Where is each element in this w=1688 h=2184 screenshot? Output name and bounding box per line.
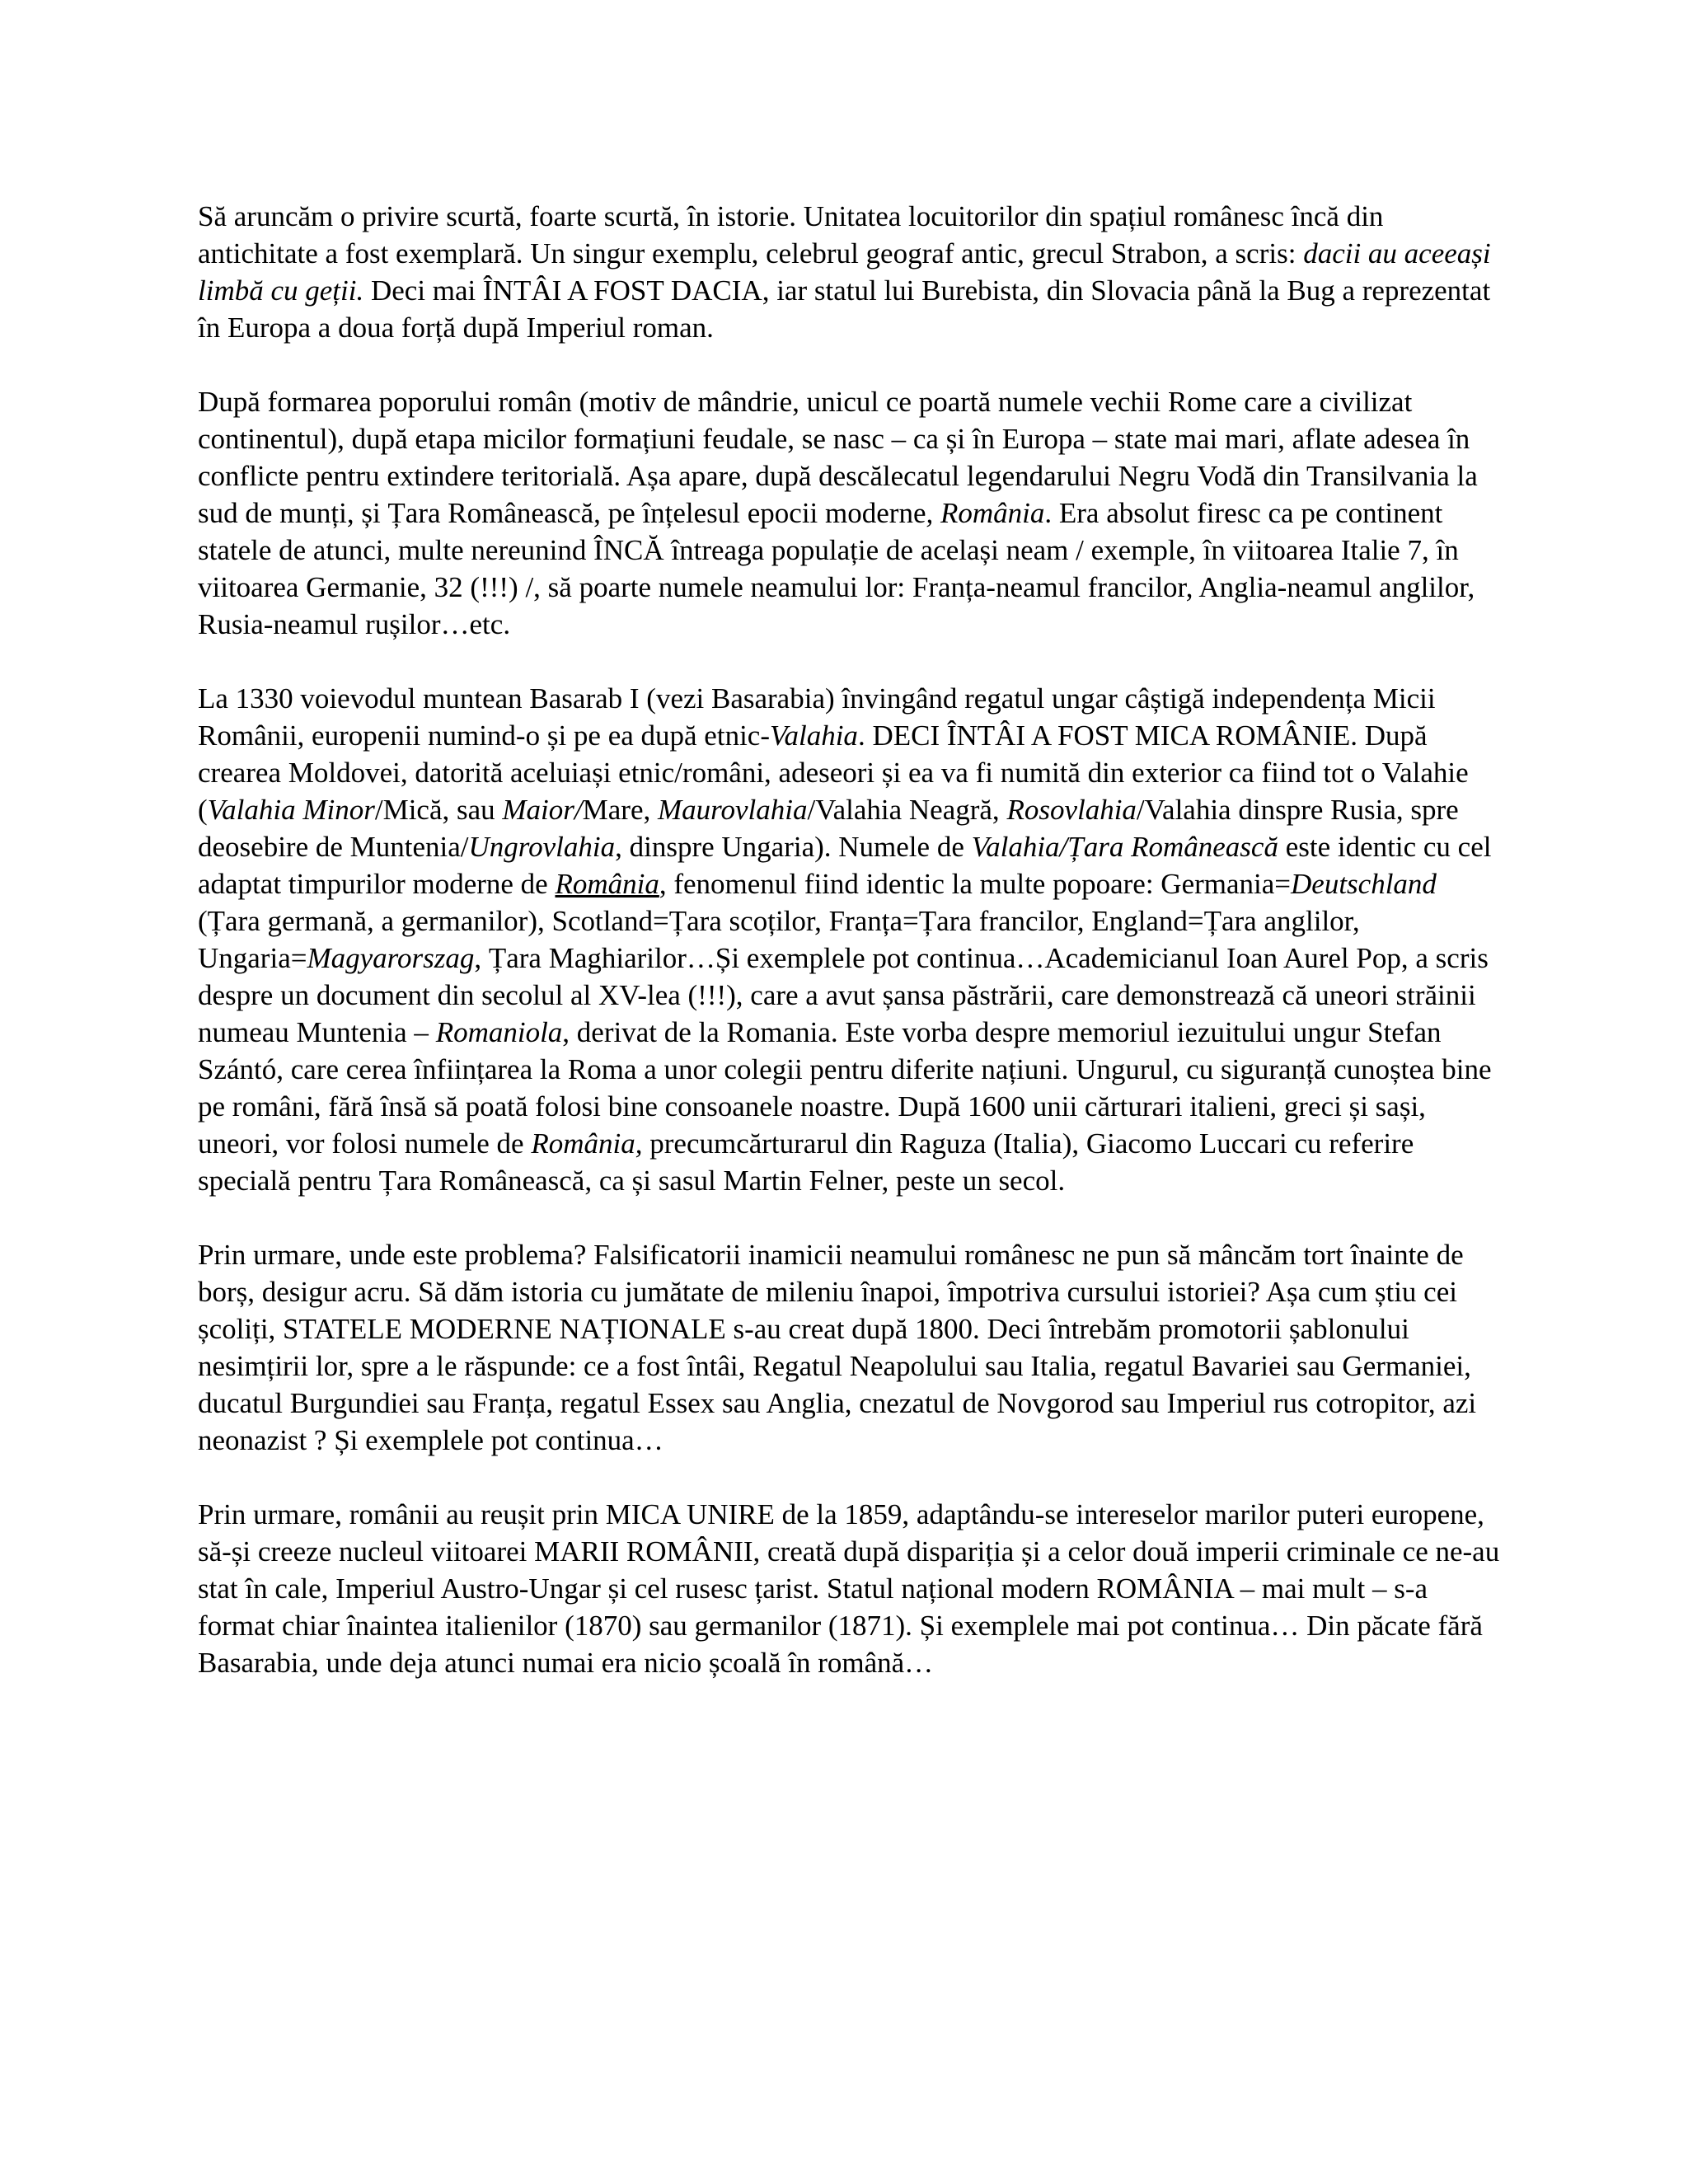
paragraph-3-i11: Romaniola <box>435 1016 563 1048</box>
paragraph-3-i9: Deutschland <box>1291 868 1437 900</box>
paragraph-3-i10: Magyarorszag <box>307 942 475 974</box>
paragraph-3-s8: este identic cu cel adaptat timpurilor moderne de <box>198 831 1492 900</box>
document-body <box>198 198 1500 1718</box>
paragraph-3-i7: Valahia/Țara Românească <box>971 831 1278 863</box>
paragraph-2-text-c: . Era absolut firesc ca pe continent statele de atunci, multe nereunind ÎNCĂ întreaga populație de același neam / exemple, în viitoarea Italie 7, în viitoarea Germanie, 32 (!!!) /, să poarte numele neamului lor: Franța-neamul francilor, Anglia-neamul anglilor, Rusia-neamul rușilor…etc. <box>198 497 1475 640</box>
paragraph-3-i3: Maior/ <box>502 794 583 826</box>
paragraph-3-i12: România, <box>531 1127 643 1160</box>
paragraph-3-s1: La 1330 voievodul muntean Basarab I (vezi Basarabia) învingând regatul ungar câștigă independența Micii Românii, europenii numind-o și pe ea după etnic- <box>198 682 1436 752</box>
paragraph-3-romania-underlined: România <box>555 868 659 900</box>
paragraph-3-s5: /Valahia Neagră, <box>807 794 1007 826</box>
paragraph-3-s3: /Mică, sau <box>374 794 503 826</box>
paragraph-1-text-a: Să aruncăm o privire scurtă, foarte scurtă, în istorie. Unitatea locuitorilor din spațiul românesc încă din antichitate a fost exemplară. Un singur exemplu, celebrul geograf antic, grecul Strabon, a scris: <box>198 200 1384 269</box>
paragraph-3-s4: Mare, <box>582 794 658 826</box>
paragraph-3-s12: , derivat de la Romania. Este vorba despre memoriul iezuitului ungur Stefan Szántó, care cerea înființarea la Roma a unor colegii pentru diferite națiuni. Ungurul, cu siguranță cunoștea bine pe români, fără însă să poată folosi bine consoanele noastre. După 1600 unii cărturari italieni, greci și sași, uneori, vor folosi numele de <box>198 1016 1492 1160</box>
paragraph-3-s2: . DECI ÎNTÂI A FOST MICA ROMÂNIE. După crearea Moldovei, datorită aceluiași etnic/români, adeseori și ea va fi numită din exterior ca fiind tot o Valahie ( <box>198 719 1469 826</box>
paragraph-3-s13: precumcărturarul din Raguza (Italia), Giacomo Luccari cu referire specială pentru Țara Românească, ca și sasul Martin Felner, peste un secol. <box>198 1127 1414 1197</box>
paragraph-1-text-c: Deci mai ÎNTÂI A FOST DACIA, iar statul lui Burebista, din Slovacia până la Bug a reprezentat în Europa a doua forță după Imperiul roman. <box>198 274 1491 344</box>
paragraph-5: Prin urmare, românii au reușit prin MICA UNIRE de la 1859, adaptându-se intereselor marilor puteri europene, să-și creeze nucleul viitoarei MARII ROMÂNII, creată după dispariția și a celor două imperii criminale ce ne-au stat în cale, Imperiul Austro-Ungar și cel rusesc țarist. Statul național modern ROMÂNIA – mai mult – s-a format chiar înaintea italienilor (1870) sau germanilor (1871). Și exemplele mai pot continua… Din păcate fără Basarabia, unde deja atunci numai era nicio școală în română… <box>198 1498 1500 1679</box>
paragraph-3-i6: Ungrovlahia <box>468 831 616 863</box>
paragraph-3-s11: , Țara Maghiarilor…Și exemplele pot continua…Academicianul Ioan Aurel Pop, a scris despre un document din secolul al XV-lea (!!!), care a avut șansa păstrării, care demonstrează că uneori străinii numeau Muntenia – <box>198 942 1489 1048</box>
paragraph-3-s6: /Valahia dinspre Rusia, spre deosebire de Muntenia/ <box>198 794 1459 863</box>
paragraph-1 <box>198 198 1500 346</box>
paragraph-3-i2: Valahia Minor <box>207 794 375 826</box>
paragraph-3-s9: , fenomenul fiind identic la multe popoare: Germania= <box>659 868 1292 900</box>
paragraph-3-s10: (Țara germană, a germanilor), Scotland=Țara scoților, Franța=Țara francilor, England=Țara anglilor, Ungaria= <box>198 905 1360 974</box>
paragraph-2-text-a: După formarea poporului român (motiv de mândrie, unicul ce poartă numele vechii Rome care a civilizat continentul), după etapa micilor formațiuni feudale, se nasc – ca și în Europa – state mai mari, aflate adesea în conflicte pentru extindere teritorială. Așa apare, după descălecatul legendarului Negru Vodă din Transilvania la sud de munți, și Țara Românească, pe înțelesul epocii moderne <box>198 386 1478 529</box>
paragraph-3-i4: Maurovlahia <box>658 794 808 826</box>
paragraph-3 <box>198 680 1500 1199</box>
paragraph-3-i1: Valahia <box>769 719 858 752</box>
paragraph-2 <box>198 383 1500 643</box>
paragraph-2-italic: , România <box>926 497 1045 529</box>
paragraph-3-s7: , dinspre Ungaria). Numele de <box>615 831 972 863</box>
paragraph-1-quote: dacii au aceeași limbă cu geții. <box>198 237 1491 307</box>
paragraph-3-i5: Rosovlahia <box>1006 794 1137 826</box>
paragraph-4: Prin urmare, unde este problema? Falsificatorii inamicii neamului românesc ne pun să mâncăm tort înainte de borș, desigur acru. Să dăm istoria cu jumătate de mileniu înapoi, împotriva cursului istoriei? Așa cum știu cei școliți, STATELE MODERNE NAȚIONALE s-au creat după 1800. Deci întrebăm promotorii șablonului nesimțirii lor, spre a le răspunde: ce a fost întâi, Regatul Neapolului sau Italia, regatul Bavariei sau Germaniei, ducatul Burgundiei sau Franța, regatul Essex sau Anglia, cnezatul de Novgorod sau Imperiul rus cotropitor, azi neonazist ? Și exemplele pot continua… <box>198 1239 1477 1456</box>
